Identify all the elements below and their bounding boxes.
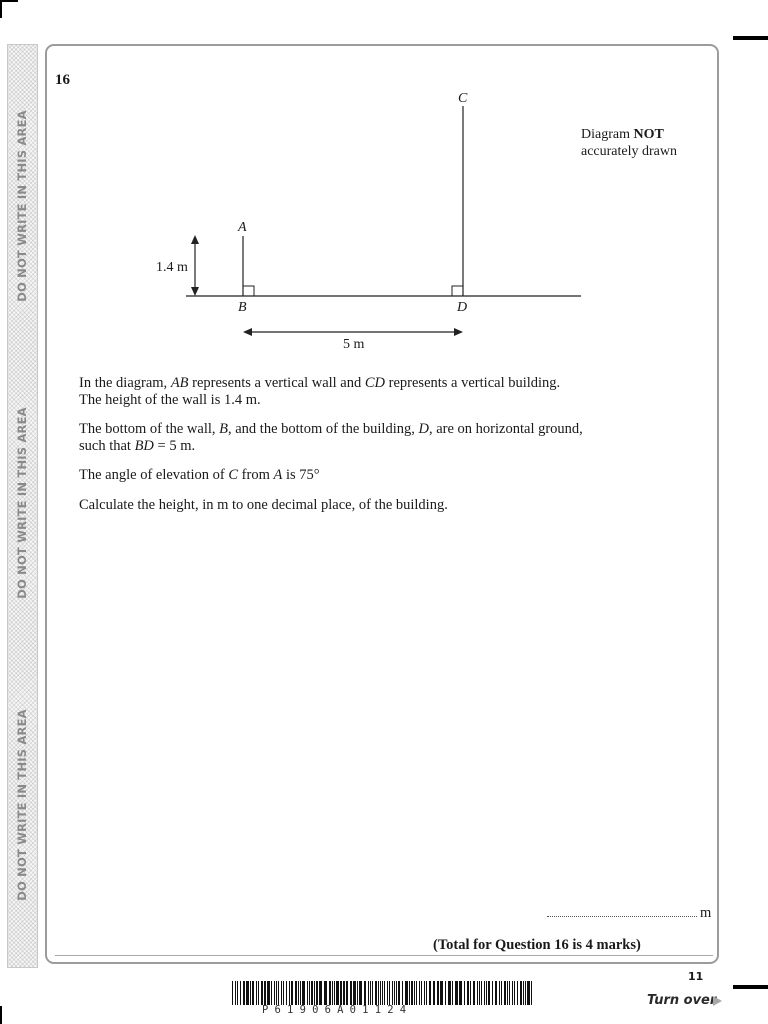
barcode-bar — [495, 981, 497, 1005]
barcode-bar — [527, 981, 530, 1005]
barcode-bar — [424, 981, 425, 1005]
barcode-bar — [329, 981, 331, 1005]
barcode-bar — [357, 981, 358, 1005]
label-d: D — [457, 300, 468, 315]
text: , are on horizontal ground, — [428, 421, 583, 437]
barcode-bar — [392, 981, 393, 1005]
right-angle-b — [243, 286, 254, 296]
crop-mark-bottom-right — [733, 985, 768, 989]
math-cd: CD — [364, 375, 386, 391]
barcode-bar — [343, 981, 345, 1005]
barcode-bar — [504, 981, 506, 1005]
barcode-bar — [286, 981, 287, 1005]
barcode-bar — [372, 981, 373, 1005]
barcode-bar — [264, 981, 266, 1005]
barcode-bar — [477, 981, 478, 1005]
barcode-bar — [464, 981, 465, 1005]
barcode-bar — [316, 981, 318, 1005]
barcode-bar — [334, 981, 335, 1005]
crop-mark-bottom-left — [0, 1006, 2, 1024]
distance-label: 5 m — [343, 337, 365, 352]
margin-warning-top: DO NOT WRITE IN THIS AREA — [15, 110, 29, 302]
barcode-bar — [311, 981, 313, 1005]
paragraph-3 — [79, 467, 659, 484]
barcode-bar — [405, 981, 408, 1005]
barcode-bar — [256, 981, 257, 1005]
barcode-bar — [481, 981, 482, 1005]
barcode-bar — [499, 981, 500, 1005]
barcode-bar — [473, 981, 475, 1005]
text: In the diagram, — [79, 375, 171, 391]
barcode-bar — [302, 981, 305, 1005]
barcode-bar — [368, 981, 369, 1005]
barcode-bar — [426, 981, 427, 1005]
math-c: C — [228, 467, 239, 483]
barcode-bar — [470, 981, 471, 1005]
frame-rule — [55, 955, 713, 956]
barcode-bar — [332, 981, 333, 1005]
barcode-bar — [340, 981, 342, 1005]
barcode-bar — [389, 981, 390, 1005]
barcode-bar — [523, 981, 524, 1005]
barcode-bar — [459, 981, 462, 1005]
barcode-bar — [531, 981, 532, 1005]
barcode-bar — [419, 981, 420, 1005]
barcode-bar — [246, 981, 249, 1005]
barcode-bar — [440, 981, 443, 1005]
barcode-bar — [364, 981, 366, 1005]
barcode-bar — [346, 981, 348, 1005]
barcode-bar — [455, 981, 458, 1005]
barcode-bar — [324, 981, 327, 1005]
turn-over-arrow-icon — [713, 996, 722, 1006]
barcode-bar — [492, 981, 493, 1005]
total-marks: (Total for Question 16 is 4 marks) — [433, 937, 641, 953]
barcode-bar — [237, 981, 238, 1005]
paragraph-4: Calculate the height, in m to one decimal place, of the building. — [79, 497, 448, 513]
note-bold: NOT — [633, 127, 664, 142]
barcode-bar — [278, 981, 279, 1005]
barcode-bar — [452, 981, 453, 1005]
distance-arrow-head-right — [454, 328, 463, 336]
barcode-bar — [232, 981, 233, 1005]
paragraph-2 — [79, 421, 659, 455]
text: The angle of elevation of — [79, 467, 229, 483]
barcode-bar — [382, 981, 383, 1005]
barcode-bar — [396, 981, 397, 1005]
label-b: B — [238, 300, 247, 315]
barcode-bar — [281, 981, 282, 1005]
barcode-bar — [359, 981, 362, 1005]
barcode-bar — [380, 981, 381, 1005]
barcode-bar — [276, 981, 277, 1005]
barcode-bar — [291, 981, 293, 1005]
barcode-bar — [252, 981, 254, 1005]
note-line2: accurately drawn — [581, 144, 677, 159]
text: The bottom of the wall, — [79, 421, 220, 437]
text: represents a vertical wall and — [188, 375, 365, 391]
barcode-bar — [283, 981, 284, 1005]
barcode-bar — [250, 981, 251, 1005]
barcode-bar — [307, 981, 308, 1005]
barcode-bar — [479, 981, 480, 1005]
barcode-bar — [409, 981, 410, 1005]
barcode-bar — [243, 981, 245, 1005]
distance-arrow-head-left — [243, 328, 252, 336]
barcode-bar — [378, 981, 379, 1005]
barcode-bar — [517, 981, 518, 1005]
barcode-bar — [486, 981, 487, 1005]
math-b: B — [219, 421, 228, 437]
math-bd: BD — [134, 438, 154, 454]
barcode-bar — [384, 981, 385, 1005]
barcode-bar — [295, 981, 297, 1005]
barcode-bar — [258, 981, 259, 1005]
answer-unit: m — [700, 905, 712, 921]
barcode-bar — [416, 981, 417, 1005]
barcode-bar — [484, 981, 485, 1005]
barcode-bar — [525, 981, 526, 1005]
barcode-bar — [429, 981, 431, 1005]
barcode-bar — [261, 981, 263, 1005]
barcode-bar — [488, 981, 490, 1005]
question-diagram — [0, 0, 768, 380]
text: from — [238, 467, 274, 483]
text: is 75° — [282, 467, 320, 483]
barcode-bar — [448, 981, 451, 1005]
barcode-bar — [512, 981, 513, 1005]
barcode-bar — [300, 981, 301, 1005]
barcode-bar — [411, 981, 413, 1005]
barcode-bar — [501, 981, 502, 1005]
text: represents a vertical building. — [385, 375, 561, 391]
barcode-bar — [298, 981, 299, 1005]
answer-line[interactable] — [547, 908, 697, 917]
height-label: 1.4 m — [156, 260, 188, 275]
barcode-bar — [267, 981, 270, 1005]
barcode — [232, 981, 534, 1005]
barcode-bar — [235, 981, 236, 1005]
math-d: D — [418, 421, 429, 437]
barcode-bar — [514, 981, 515, 1005]
barcode-bar — [507, 981, 508, 1005]
barcode-bar — [520, 981, 522, 1005]
label-c: C — [458, 91, 468, 106]
barcode-bar — [319, 981, 322, 1005]
barcode-text: P61906A01124 — [262, 1004, 413, 1016]
math-ab: AB — [170, 375, 189, 391]
barcode-bar — [467, 981, 469, 1005]
text: , and the bottom of the building, — [228, 421, 419, 437]
barcode-bar — [394, 981, 395, 1005]
right-angle-d — [452, 286, 463, 296]
note-prefix: Diagram — [581, 127, 634, 142]
question-number: 16 — [55, 72, 70, 88]
barcode-bar — [271, 981, 272, 1005]
barcode-bar — [375, 981, 377, 1005]
page-number: 11 — [688, 970, 704, 983]
barcode-bar — [336, 981, 339, 1005]
label-a: A — [238, 220, 247, 235]
barcode-bar — [314, 981, 315, 1005]
barcode-bar — [421, 981, 422, 1005]
paragraph-1 — [79, 375, 659, 409]
barcode-bar — [350, 981, 352, 1005]
diagram-note — [581, 126, 677, 160]
barcode-bar — [353, 981, 356, 1005]
barcode-bar — [445, 981, 446, 1005]
margin-warning-middle: DO NOT WRITE IN THIS AREA — [15, 407, 29, 599]
text: The height of the wall is 1.4 m. — [79, 392, 261, 408]
turn-over-label: Turn over — [647, 993, 717, 1008]
barcode-bar — [398, 981, 400, 1005]
barcode-bar — [433, 981, 435, 1005]
barcode-bar — [309, 981, 310, 1005]
barcode-bar — [414, 981, 415, 1005]
height-arrow-head-top — [191, 235, 199, 244]
barcode-bar — [274, 981, 275, 1005]
barcode-bar — [370, 981, 371, 1005]
barcode-bar — [387, 981, 388, 1005]
text: such that — [79, 438, 135, 454]
height-arrow-head-bottom — [191, 287, 199, 296]
math-a: A — [273, 467, 283, 483]
barcode-bar — [289, 981, 290, 1005]
text: = 5 m. — [153, 438, 196, 454]
barcode-bar — [509, 981, 510, 1005]
barcode-bar — [240, 981, 241, 1005]
barcode-bar — [402, 981, 403, 1005]
margin-warning-bottom: DO NOT WRITE IN THIS AREA — [15, 709, 29, 901]
barcode-bar — [437, 981, 439, 1005]
